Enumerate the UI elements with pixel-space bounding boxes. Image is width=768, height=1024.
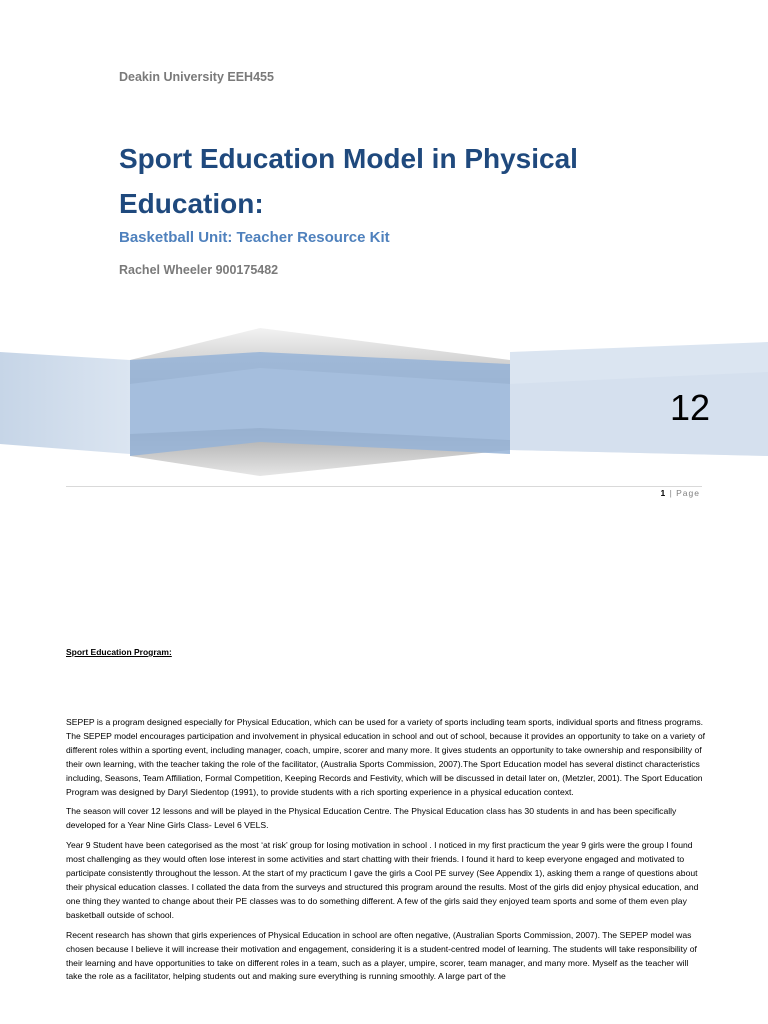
year-level-label: 12 — [670, 387, 711, 428]
page-divider — [66, 486, 702, 487]
section-body — [66, 716, 706, 990]
document-subtitle: Basketball Unit: Teacher Resource Kit — [119, 229, 390, 246]
paragraph: Year 9 Student have been categorised as the most ‘at risk’ group for losing motivation in school . I noticed in my first practicum the year 9 girls were the group I found most challenging as they would often lose interest in some activities and start chatting with their friends. I found it hard to keep everyone engaged and motivated to participate consistently throughout the lesson. At the start of my practicum I gave the girls a Cool PE survey (See Appendix 1), asking them a range of questions about their physical education classes. I collated the data from the surveys and structured this program around the results. Most of the girls did enjoy physical education, and one thing they wanted to change about their PE classes was to do something different. A few of the girls said they enjoyed team sports and some of them even play basketball outside of school. — [66, 840, 699, 920]
page-number — [660, 488, 700, 498]
paragraph: SEPEP is a program designed especially for Physical Education, which can be used for a variety of sports including team sports, individual sports and fitness programs. The SEPEP model encourages participation and involvement in physical education in school and out of school, because it provides an opportunity to take on a variety of different roles within a sporting event, including manager, coach, umpire, scorer and many more. It gives students an opportunity to take ownership and responsibility of their own learning, with the teacher taking the role of the facilitator, (Australia Sports Commission, 2007).The Sport Education model has several distinct characteristics including, Seasons, Team Affiliation, Formal Competition, Keeping Records and Festivity, which will be discussed in detail later on, (Metzler, 2001). The Sport Education Program was designed by Daryl Siedentop (1991), to provide students with a rich sporting experience in a physical education context. — [66, 717, 706, 797]
cover-banner-graphic — [0, 324, 768, 484]
author-label: Rachel Wheeler 900175482 — [119, 263, 279, 277]
paragraph: The season will cover 12 lessons and will be played in the Physical Education Centre. The Physical Education class has 30 students in and has been specifically developed for a Year Nine Girls Class- Level 6 VELS. — [66, 806, 677, 831]
document-title: Sport Education Model in Physical Education: — [119, 143, 578, 219]
organization-label: Deakin University EEH455 — [119, 70, 274, 84]
paragraph: Recent research has shown that girls experiences of Physical Education in school are often negative, (Australian Sports Commission, 2007). The SEPEP model was chosen because I believe it will increase their motivation and engagement, considering it is a student-centred model of learning. The students will take responsibility of their learning and have opportunities to take on different roles in a team, such as a player, umpire, scorer, team manager, and many more. Myself as the teacher will take the role as a facilitator, helping students out and making sure everything is running smoothly. A large part of the — [66, 929, 697, 982]
page-number-value: 1 — [660, 488, 667, 498]
page-number-label: | Page — [666, 488, 700, 498]
section-heading: Sport Education Program: — [66, 647, 172, 657]
